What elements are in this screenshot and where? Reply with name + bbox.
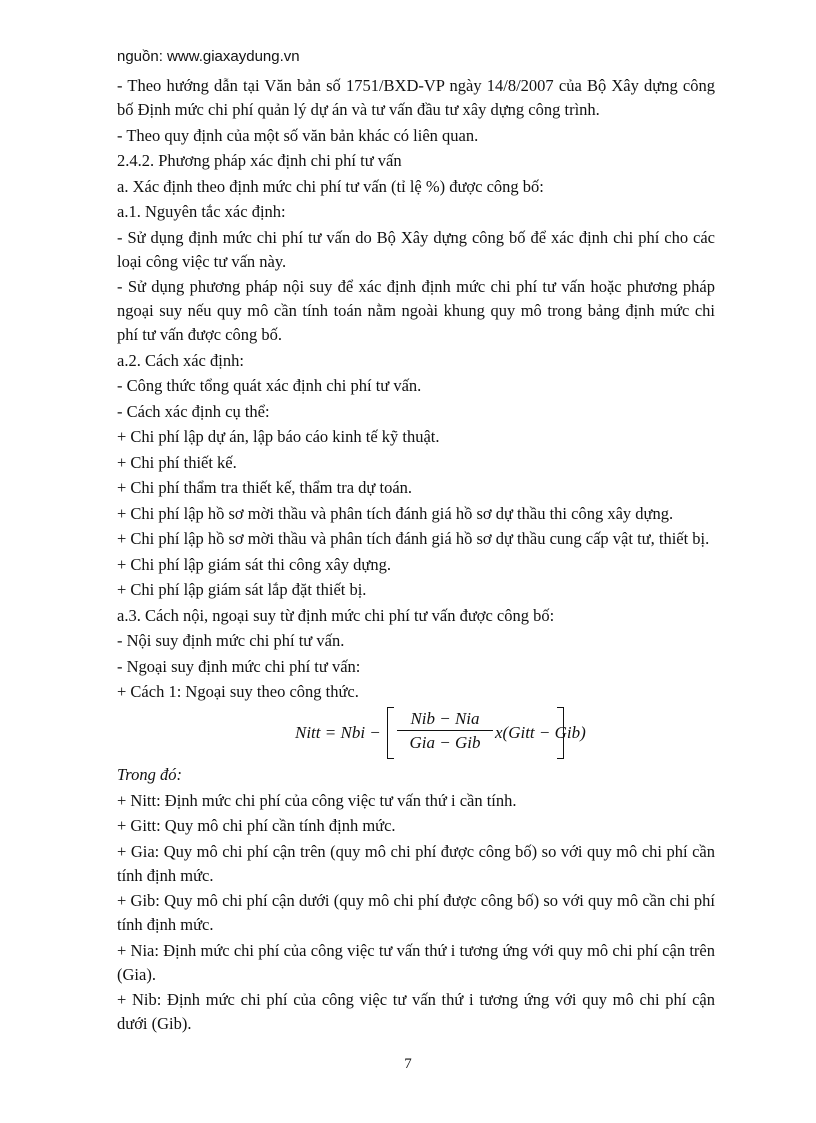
subsection-heading: a.3. Cách nội, ngoại suy từ định mức chi phí tư vấn được công bố: bbox=[117, 605, 555, 625]
section-heading: 2.4.2. Phương pháp xác định chi phí tư vấn bbox=[117, 151, 402, 170]
subsection-heading: a.2. Cách xác định: bbox=[117, 350, 244, 370]
list-item: + Chi phí lập dự án, lập báo cáo kinh tế kỹ thuật. bbox=[117, 427, 440, 446]
formula-multiplier: x(Gitt − Gib) bbox=[495, 723, 586, 742]
list-item: + Chi phí thẩm tra thiết kế, thẩm tra dự toán. bbox=[117, 478, 413, 497]
subsection-heading: a. Xác định theo định mức chi phí tư vấn (tỉ lệ %) được công bố: bbox=[117, 176, 544, 196]
right-bracket bbox=[557, 707, 564, 759]
source-note: nguồn: www.giaxaydung.vn bbox=[117, 48, 300, 65]
list-item: + Chi phí lập giám sát thi công xây dựng. bbox=[117, 554, 391, 574]
paragraph: - Sử dụng định mức chi phí tư vấn do Bộ Xây dựng công bố để xác định chi phí cho các loại công việc tư vấn này. bbox=[117, 227, 715, 271]
list-item: + Chi phí lập hồ sơ mời thầu và phân tích đánh giá hồ sơ dự thầu cung cấp vật tư, thiết bị. bbox=[117, 529, 710, 548]
document-body bbox=[117, 74, 715, 1038]
paragraph: - Theo quy định của một số văn bản khác có liên quan. bbox=[117, 125, 479, 145]
formula-left-side: Nitt = Nbi − bbox=[295, 723, 381, 742]
list-item: + Chi phí thiết kế. bbox=[117, 452, 237, 472]
definition-item: + Gia: Quy mô chi phí cận trên (quy mô chi phí được công bố) so với quy mô chi phí cần tính định mức. bbox=[117, 841, 715, 885]
formula-numerator: Nib − Nia bbox=[397, 708, 493, 731]
list-item: + Chi phí lập giám sát lắp đặt thiết bị. bbox=[117, 580, 367, 599]
extrapolation-formula bbox=[117, 707, 715, 759]
subsection-heading: a.1. Nguyên tắc xác định: bbox=[117, 202, 286, 221]
list-item: + Chi phí lập hồ sơ mời thầu và phân tích đánh giá hồ sơ dự thầu thi công xây dựng. bbox=[117, 503, 674, 523]
paragraph: - Công thức tổng quát xác định chi phí tư vấn. bbox=[117, 376, 422, 395]
paragraph: - Ngoại suy định mức chi phí tư vấn: bbox=[117, 656, 361, 676]
where-label: Trong đó: bbox=[117, 765, 182, 784]
definition-item: + Gitt: Quy mô chi phí cần tính định mức. bbox=[117, 816, 396, 835]
formula-fraction bbox=[397, 708, 493, 753]
paragraph: - Cách xác định cụ thể: bbox=[117, 401, 270, 421]
page-number: 7 bbox=[404, 1056, 412, 1072]
definition-item: + Nib: Định mức chi phí của công việc tư vấn thứ i tương ứng với quy mô chi phí cận dưới (Gib). bbox=[117, 990, 715, 1033]
formula-denominator: Gia − Gib bbox=[409, 733, 481, 752]
paragraph: - Sử dụng phương pháp nội suy để xác định định mức chi phí tư vấn hoặc phương pháp ngoại suy nếu quy mô cần tính toán nằm ngoài khung quy mô trong bảng định mức chi phí tư vấn được công bố. bbox=[117, 277, 715, 344]
paragraph: - Theo hướng dẫn tại Văn bản số 1751/BXD-VP ngày 14/8/2007 của Bộ Xây dựng công bố Định mức chi phí quản lý dự án và tư vấn đầu tư xây dựng công trình. bbox=[117, 76, 715, 119]
definition-item: + Nitt: Định mức chi phí của công việc tư vấn thứ i cần tính. bbox=[117, 790, 517, 810]
left-bracket bbox=[387, 707, 394, 759]
list-item: + Cách 1: Ngoại suy theo công thức. bbox=[117, 682, 359, 701]
definition-item: + Nia: Định mức chi phí của công việc tư vấn thứ i tương ứng với quy mô chi phí cận trên (Gia). bbox=[117, 940, 715, 984]
definition-item: + Gib: Quy mô chi phí cận dưới (quy mô chi phí được công bố) so với quy mô cần chi phí tính định mức. bbox=[117, 891, 715, 934]
paragraph: - Nội suy định mức chi phí tư vấn. bbox=[117, 631, 345, 650]
